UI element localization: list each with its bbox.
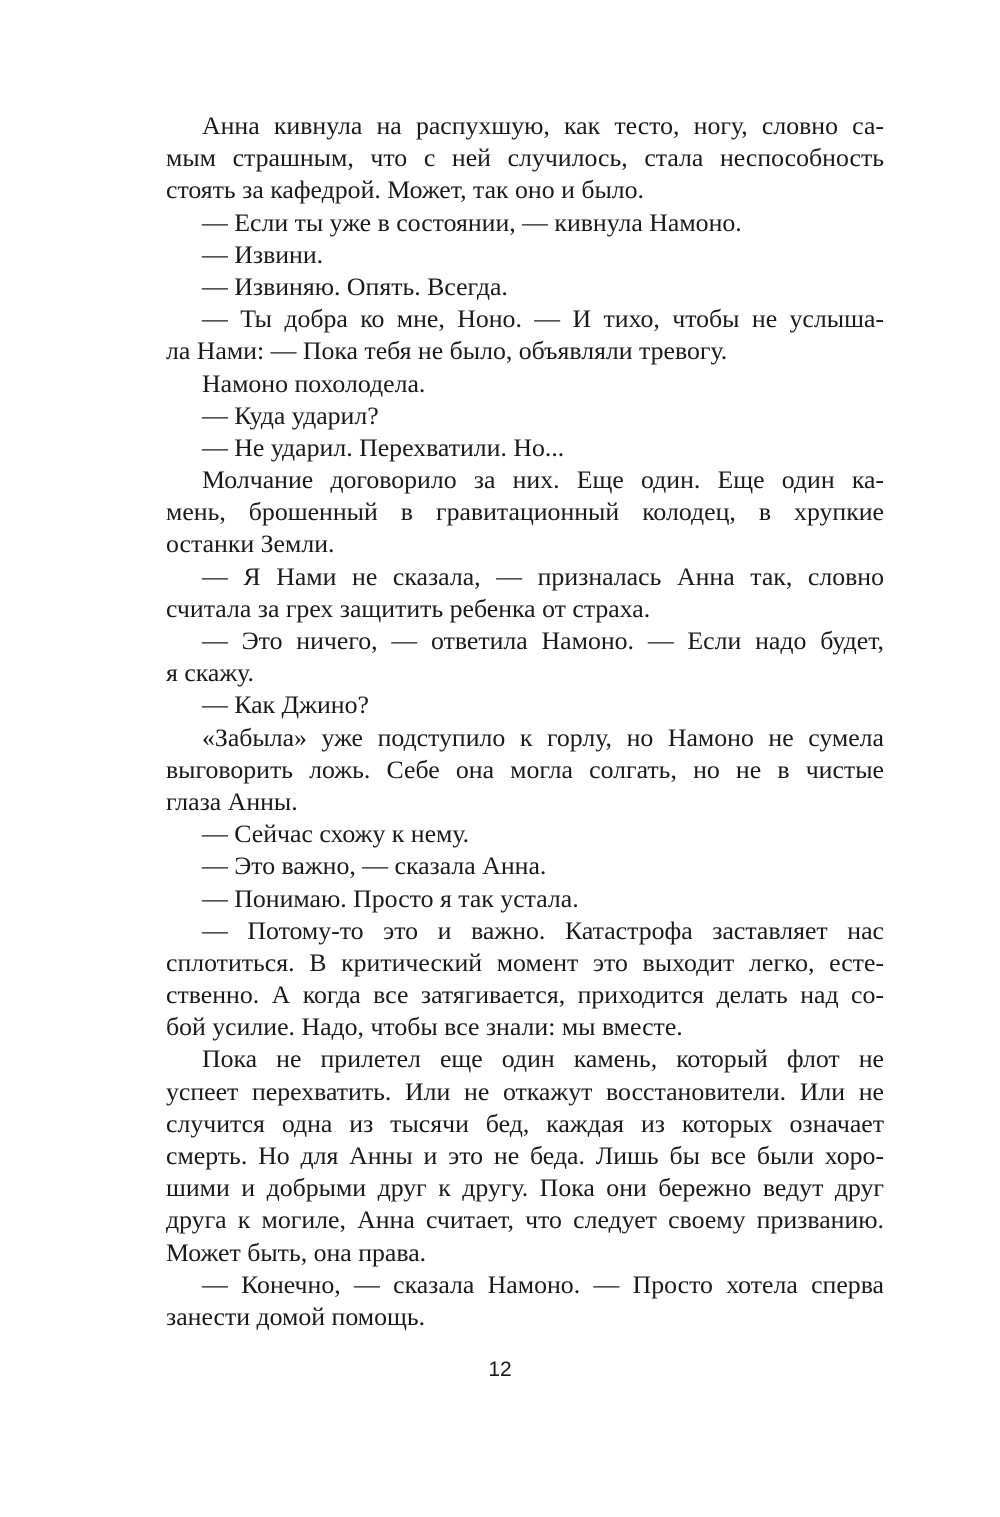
paragraph xyxy=(166,915,884,1044)
text-line: шими и добрыми друг к другу. Пока они бережно ведут друг xyxy=(166,1173,884,1203)
text-line: — Куда ударил? xyxy=(202,400,379,430)
text-line: выговорить ложь. Себе она могла солгать, но не в чистые xyxy=(166,754,884,784)
text-line: — Это ничего, — ответила Намоно. — Если надо будет, xyxy=(202,626,884,655)
text-line: — Если ты уже в состоянии, — кивнула Намоно. xyxy=(202,207,742,237)
text-line: я скажу. xyxy=(166,658,254,688)
paragraph xyxy=(166,400,884,432)
text-line: сплотиться. В критический момент это выходит легко, есте- xyxy=(166,947,884,977)
text-line: ственно. А когда все затягивается, приходится делать над со- xyxy=(166,980,884,1010)
paragraph xyxy=(166,1269,884,1333)
text-line: Молчание договорило за них. Еще один. Еще один ка- xyxy=(202,465,884,495)
text-line: считала за грех защитить ребенка от страха. xyxy=(166,593,651,623)
text-line: «Забыла» уже подступило к горлу, но Намоно не сумела xyxy=(202,722,884,752)
text-line: Намоно похолодела. xyxy=(202,368,426,398)
text-line: — Сейчас схожу к нему. xyxy=(202,819,470,849)
text-line: Пока не прилетел еще один камень, который флот не xyxy=(202,1044,884,1074)
page-number: 12 xyxy=(488,1358,512,1381)
paragraph xyxy=(166,689,884,721)
text-line: — Это важно, — сказала Анна. xyxy=(202,851,547,881)
paragraph xyxy=(166,625,884,689)
text-line: — Как Джино? xyxy=(202,690,369,720)
paragraph xyxy=(166,818,884,850)
text-line: — Извини. xyxy=(202,239,324,269)
paragraph xyxy=(166,561,884,625)
paragraph xyxy=(166,722,884,819)
text-line: — Я Нами не сказала, — призналась Анна так, словно xyxy=(202,561,884,591)
text-line: — Конечно, — сказала Намоно. — Просто хотела сперва xyxy=(202,1269,884,1299)
text-line: мым страшным, что с ней случилось, стала неспособность xyxy=(166,143,884,173)
text-line: Анна кивнула на распухшую, как тесто, ногу, словно са- xyxy=(202,111,884,140)
paragraph xyxy=(166,207,884,239)
text-line: стоять за кафедрой. Может, так оно и было. xyxy=(166,175,644,205)
text-line: глаза Анны. xyxy=(166,786,298,816)
text-line: — Потому-то это и важно. Катастрофа заставляет нас xyxy=(202,915,884,945)
text-line: смерть. Но для Анны и это не беда. Лишь бы все были хоро- xyxy=(166,1141,884,1170)
paragraph xyxy=(166,303,884,367)
text-line: успеет перехватить. Или не откажут восстановители. Или не xyxy=(166,1076,884,1106)
body-text xyxy=(166,110,884,1333)
paragraph xyxy=(166,239,884,271)
paragraph xyxy=(166,432,884,464)
text-line: занести домой помощь. xyxy=(166,1301,426,1331)
paragraph xyxy=(166,368,884,400)
text-line: Может быть, она права. xyxy=(166,1237,427,1267)
paragraph xyxy=(166,1043,884,1268)
text-line: мень, брошенный в гравитационный колодец, в хрупкие xyxy=(166,497,884,527)
text-line: ла Нами: — Пока тебя не было, объявляли тревогу. xyxy=(166,336,728,366)
paragraph xyxy=(166,110,884,207)
text-line: случится одна из тысячи бед, каждая из которых означает xyxy=(166,1108,884,1138)
text-line: — Понимаю. Просто я так устала. xyxy=(202,883,579,913)
paragraph xyxy=(166,271,884,303)
text-line: бой усилие. Надо, чтобы все знали: мы вместе. xyxy=(166,1012,683,1042)
text-line: — Извиняю. Опять. Всегда. xyxy=(202,271,508,301)
paragraph xyxy=(166,883,884,915)
text-line: друга к могиле, Анна считает, что следует своему призванию. xyxy=(166,1205,884,1235)
paragraph xyxy=(166,464,884,561)
text-line: — Ты добра ко мне, Ноно. — И тихо, чтобы не услыша- xyxy=(202,304,884,334)
paragraph xyxy=(166,850,884,882)
text-line: останки Земли. xyxy=(166,529,335,559)
text-line: — Не ударил. Перехватили. Но... xyxy=(202,432,565,462)
